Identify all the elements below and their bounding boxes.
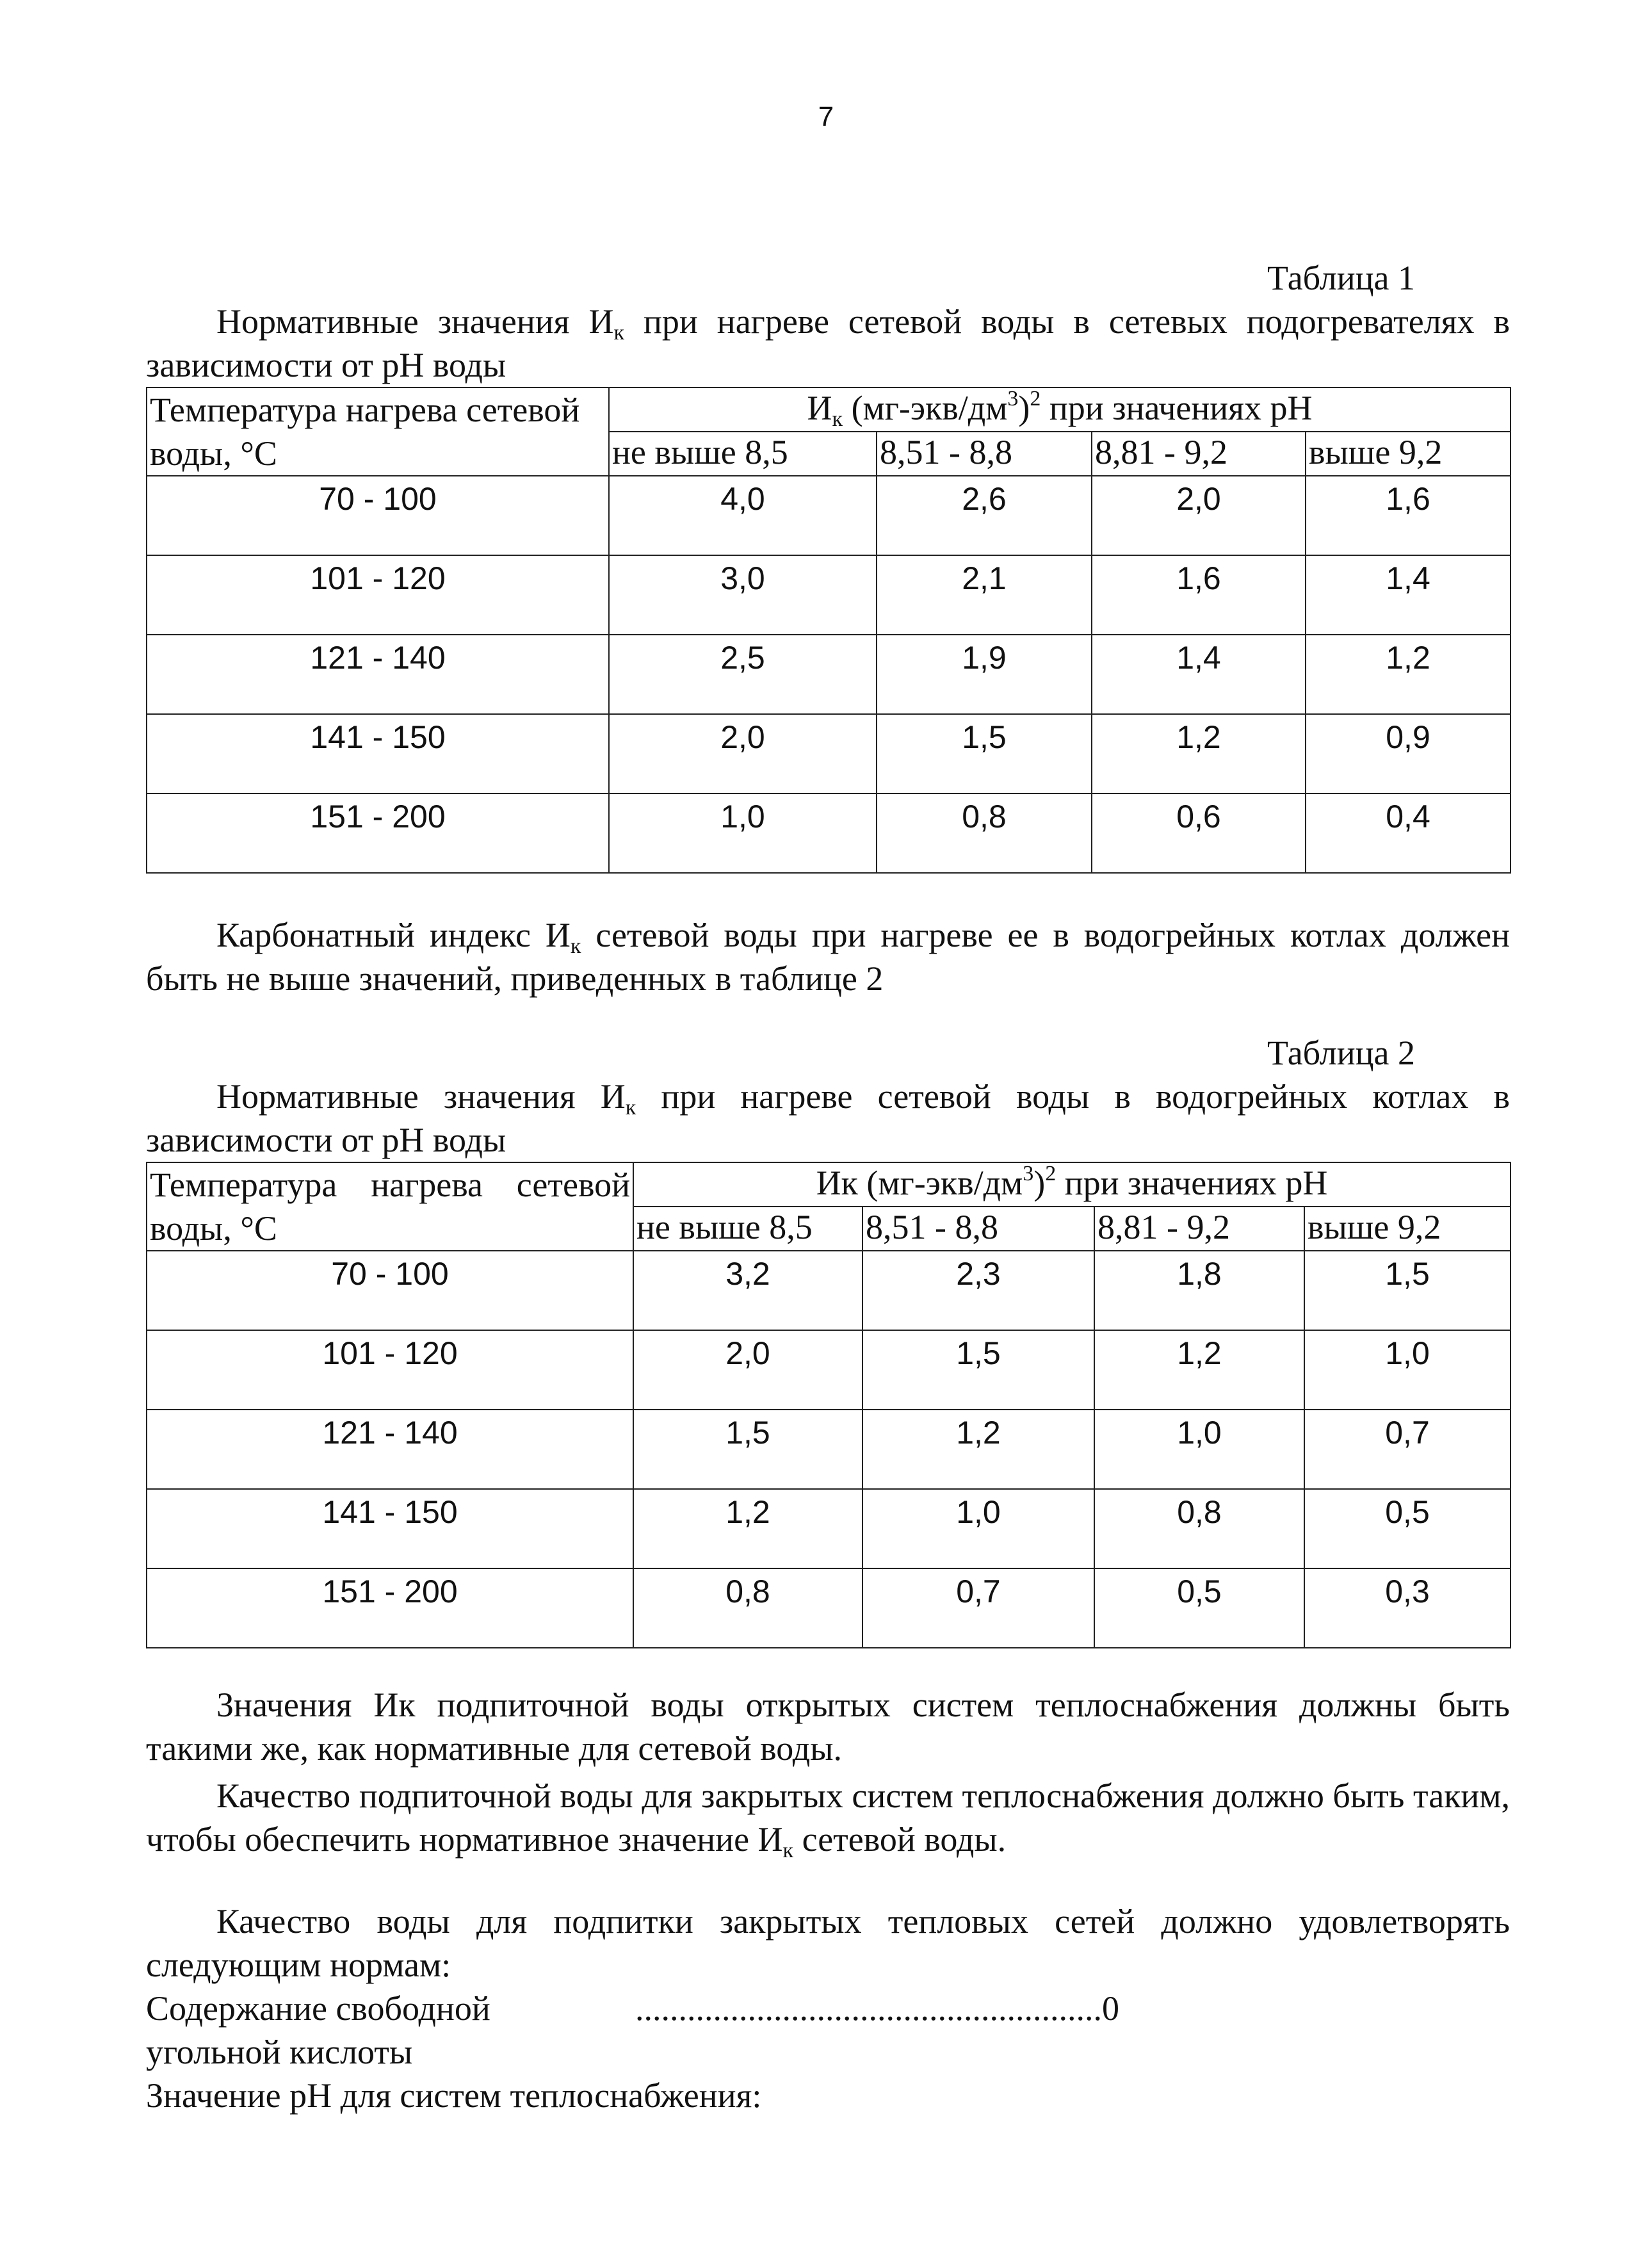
table2-value-cell: 1,8 [1094, 1251, 1304, 1330]
table1-value-cell: 0,6 [1092, 793, 1306, 873]
table-row [147, 1568, 1510, 1648]
table1-temp-cell: 151 - 200 [147, 793, 609, 873]
table2-temp-cell: 101 - 120 [147, 1330, 633, 1410]
table1-value-cell: 0,9 [1306, 714, 1510, 793]
table2-label: Таблица 2 [1267, 1034, 1415, 1072]
table-row [147, 1251, 1510, 1330]
table-row [147, 1410, 1510, 1489]
table1-temp-header-text: Температура нагрева сетевой воды, °С [150, 391, 580, 473]
table2-value-cell: 1,2 [633, 1489, 862, 1568]
table2-value-cell: 0,8 [1094, 1489, 1304, 1568]
page-number: 7 [818, 101, 834, 133]
paragraph-4: Качество воды для подпитки закрытых тепловых сетей должно удовлетворять следующим нормам: [146, 1902, 1510, 1984]
table1-temp-cell: 70 - 100 [147, 476, 609, 555]
table2-value-cell: 0,7 [862, 1568, 1094, 1648]
table2-value-cell: 3,2 [633, 1251, 862, 1330]
table1-section [146, 256, 1510, 874]
table1-ph-group-header: $И_к$ $(мг-экв/дм^3)^2$ при значениях pH [609, 387, 1510, 432]
table1-value-cell: 3,0 [609, 555, 877, 635]
table2-value-cell: 1,2 [862, 1410, 1094, 1489]
table-row [147, 635, 1510, 714]
table-row [147, 714, 1510, 793]
table1-ph-col-1: не выше 8,5 [609, 432, 877, 476]
table1-value-cell: 2,0 [1092, 476, 1306, 555]
norm-co2-line [146, 1987, 1510, 2074]
table1-ph-col-4: выше 9,2 [1306, 432, 1510, 476]
table2-value-cell: 0,5 [1094, 1568, 1304, 1648]
table1-label: Таблица 1 [1267, 259, 1415, 297]
table1-value-cell: 1,9 [877, 635, 1092, 714]
table1-value-cell: 1,5 [877, 714, 1092, 793]
paragraph-2: Значения Ик подпиточной воды открытых систем теплоснабжения должны быть такими же, как нормативные для сетевой воды. [146, 1686, 1510, 1768]
table1-value-cell: 0,4 [1306, 793, 1510, 873]
table1-value-cell: 2,0 [609, 714, 877, 793]
table2-ph-group-header: Ик $(мг-экв/дм^3)^2$ при значениях pH [633, 1162, 1510, 1207]
table2-value-cell: 0,8 [633, 1568, 862, 1648]
table2-value-cell: 1,5 [633, 1410, 862, 1489]
table1-value-cell: 1,4 [1306, 555, 1510, 635]
body-text-block [146, 1683, 1510, 2117]
table2-value-cell: 1,0 [862, 1489, 1094, 1568]
table1-temp-cell: 121 - 140 [147, 635, 609, 714]
table2-value-cell: 1,5 [862, 1330, 1094, 1410]
table2-section [146, 1031, 1510, 1648]
table2-value-cell: 0,3 [1304, 1568, 1510, 1648]
norm-co2-label: Содержание свободной угольной кислоты [146, 1989, 490, 2071]
table1 [146, 387, 1511, 874]
table2-ph-col-1: не выше 8,5 [633, 1207, 862, 1251]
table2-temp-cell: 121 - 140 [147, 1410, 633, 1489]
norm-co2-dots: ...................................................... [635, 1989, 1102, 2028]
table2-ph-col-2: 8,51 - 8,8 [862, 1207, 1094, 1251]
table1-ph-col-3: 8,81 - 9,2 [1092, 432, 1306, 476]
table1-caption: Нормативные значения $И_к$ при нагреве сетевой воды в сетевых подогревателях в зависимости от pH воды [146, 302, 1510, 384]
paragraph-1-block [146, 913, 1510, 1000]
table1-value-cell: 1,2 [1306, 635, 1510, 714]
table2-temp-header-text: Температура нагрева сетевой воды, °С [150, 1166, 630, 1248]
table2-value-cell: 1,0 [1304, 1330, 1510, 1410]
table-row [147, 1489, 1510, 1568]
norm-co2-value: 0 [1102, 1989, 1119, 2028]
table2-value-cell: 1,5 [1304, 1251, 1510, 1330]
table1-temp-cell: 141 - 150 [147, 714, 609, 793]
table2-ph-col-3: 8,81 - 9,2 [1094, 1207, 1304, 1251]
table2-value-cell: 0,5 [1304, 1489, 1510, 1568]
table2-ph-col-4: выше 9,2 [1304, 1207, 1510, 1251]
table2-temp-header [147, 1162, 633, 1251]
table1-temp-header [147, 387, 609, 476]
table2-value-cell: 2,0 [633, 1330, 862, 1410]
table1-value-cell: 0,8 [877, 793, 1092, 873]
table2-temp-cell: 70 - 100 [147, 1251, 633, 1330]
table1-value-cell: 1,4 [1092, 635, 1306, 714]
table1-value-cell: 1,0 [609, 793, 877, 873]
table-row [147, 1330, 1510, 1410]
table1-value-cell: 4,0 [609, 476, 877, 555]
table2-temp-cell: 151 - 200 [147, 1568, 633, 1648]
table2-value-cell: 0,7 [1304, 1410, 1510, 1489]
table2-value-cell: 2,3 [862, 1251, 1094, 1330]
table1-value-cell: 1,6 [1306, 476, 1510, 555]
table1-temp-cell: 101 - 120 [147, 555, 609, 635]
table2-temp-cell: 141 - 150 [147, 1489, 633, 1568]
table1-value-cell: 2,5 [609, 635, 877, 714]
table-row [147, 476, 1510, 555]
table1-value-cell: 2,1 [877, 555, 1092, 635]
table2 [146, 1162, 1511, 1648]
table2-caption: Нормативные значения $И_к$ при нагреве сетевой воды в водогрейных котлах в зависимости от pH воды [146, 1077, 1510, 1159]
table2-value-cell: 1,0 [1094, 1410, 1304, 1489]
table1-value-cell: 2,6 [877, 476, 1092, 555]
table-row [147, 793, 1510, 873]
paragraph-3: Качество подпиточной воды для закрытых систем теплоснабжения должно быть таким, чтобы обеспечить нормативное значение $И_к$ сетевой воды. [146, 1777, 1510, 1862]
table1-ph-col-2: 8,51 - 8,8 [877, 432, 1092, 476]
table1-value-cell: 1,2 [1092, 714, 1306, 793]
paragraph-1: Карбонатный индекс $И_к$ сетевой воды при нагреве ее в водогрейных котлах должен быть не выше значений, приведенных в таблице 2 [146, 916, 1510, 998]
norm-ph-line: Значение pH для систем теплоснабжения: [146, 2076, 762, 2115]
table1-value-cell: 1,6 [1092, 555, 1306, 635]
table-row [147, 555, 1510, 635]
table2-value-cell: 1,2 [1094, 1330, 1304, 1410]
